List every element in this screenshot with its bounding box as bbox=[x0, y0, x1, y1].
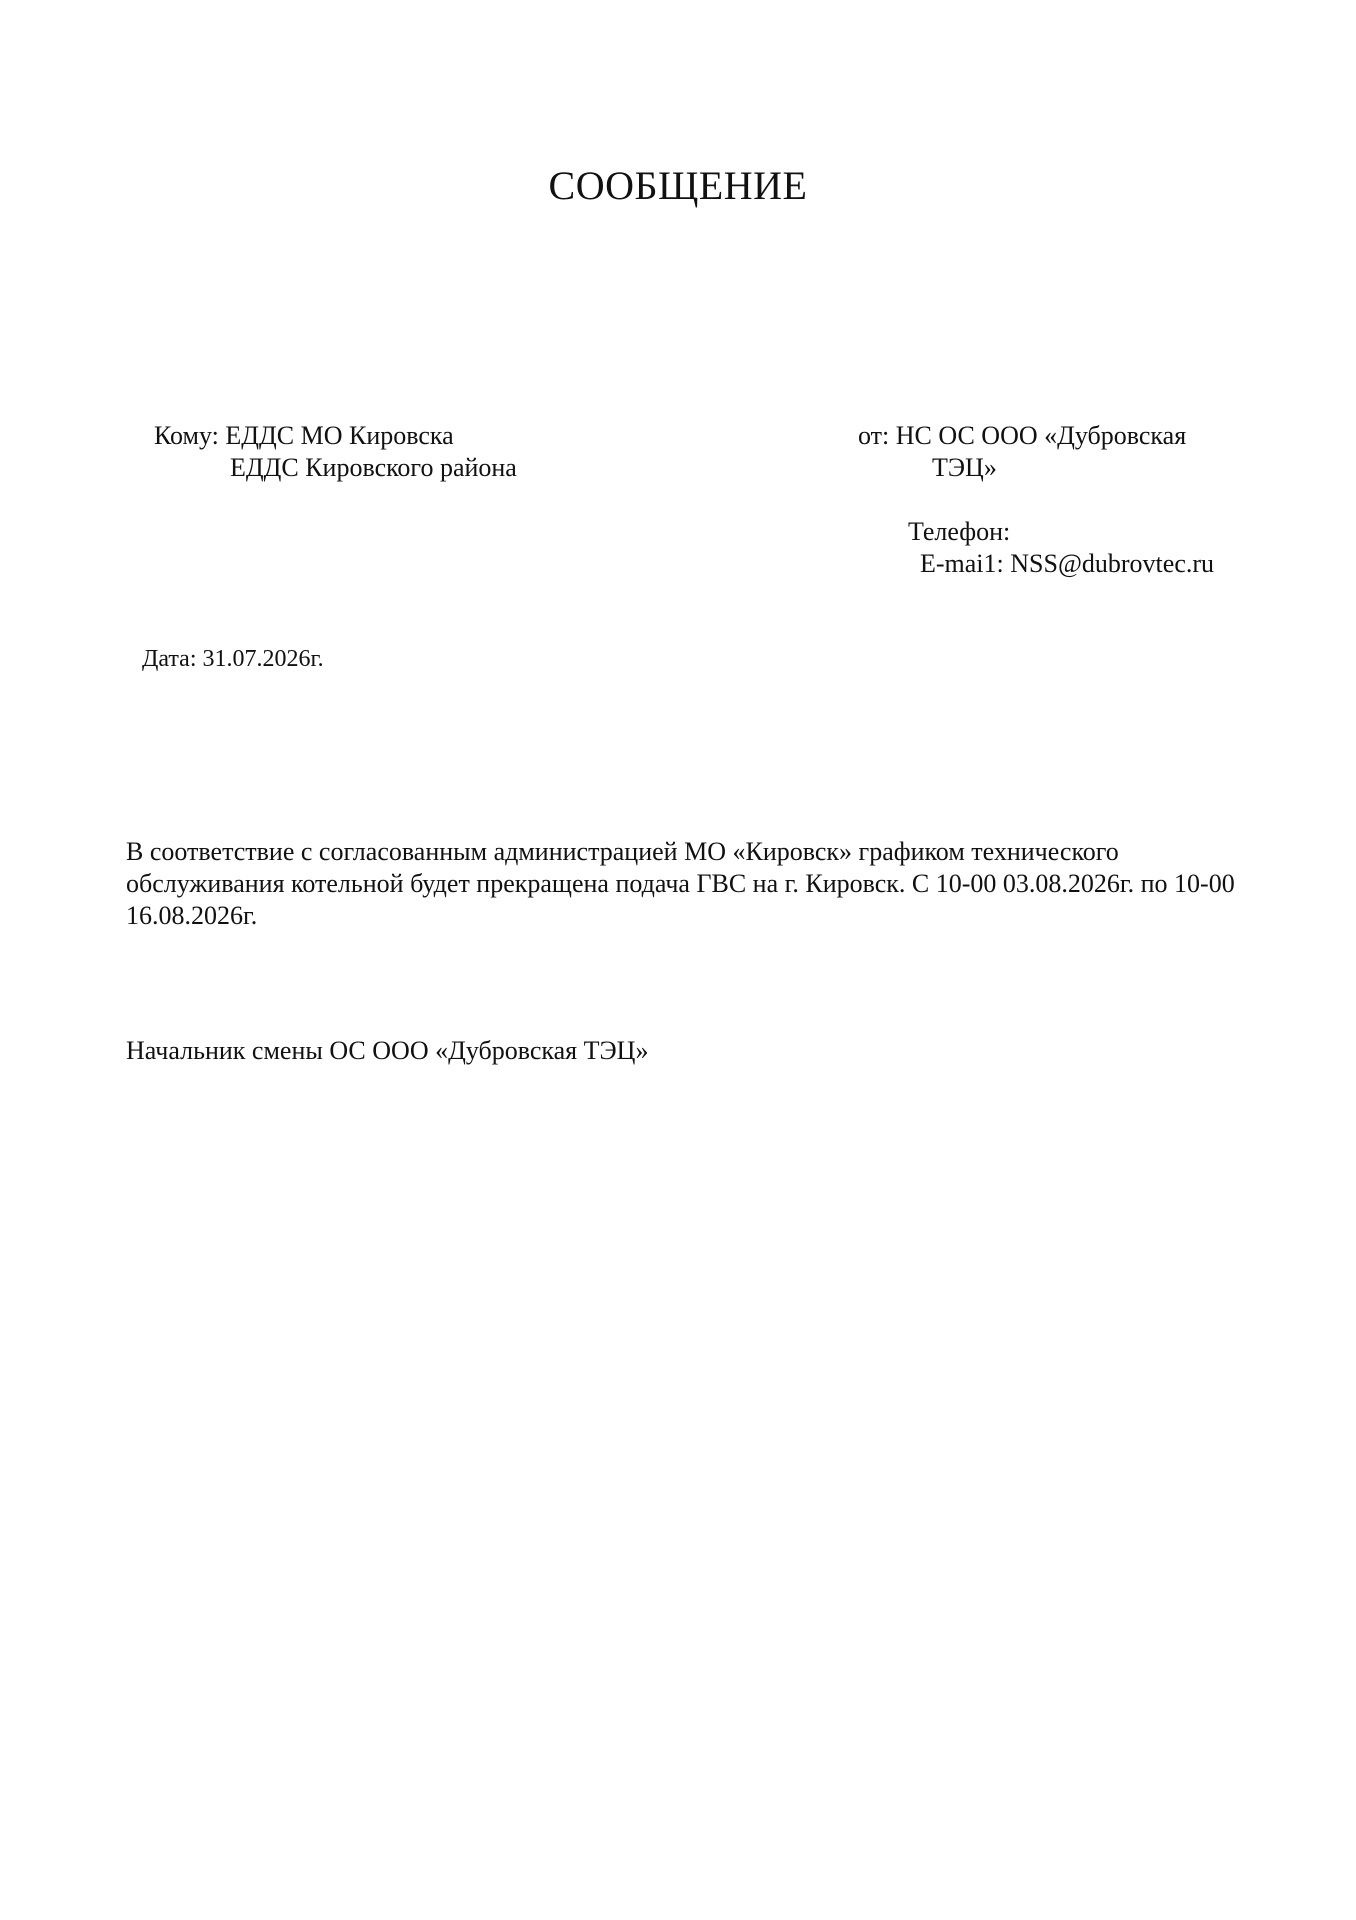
page-title: СООБЩЕНИЕ bbox=[548, 163, 808, 208]
sender-line-2: ТЭЦ» bbox=[932, 453, 997, 482]
signature: Начальник смены ОС ООО «Дубровская ТЭЦ» bbox=[126, 1036, 649, 1065]
sender-phone: Телефон: bbox=[908, 517, 1011, 546]
document-date: Дата: 31.07.2026г. bbox=[142, 646, 324, 672]
message-body: В соответствие с согласованным администрацией МО «Кировск» графиком технического обслуживания котельной будет прекращена подача ГВС на г. Кировск. С 10-00 03.08.2026г. по 10-00 16.08.2026г. bbox=[126, 837, 1235, 930]
sender-line-1: от: НС ОС ООО «Дубровская bbox=[858, 421, 1187, 450]
recipient-line-2: ЕДДС Кировского района bbox=[230, 453, 517, 482]
recipient-line-1: Кому: ЕДДС МО Кировска bbox=[154, 421, 454, 450]
sender-email: E-mai1: NSS@dubrovtec.ru bbox=[920, 549, 1215, 578]
